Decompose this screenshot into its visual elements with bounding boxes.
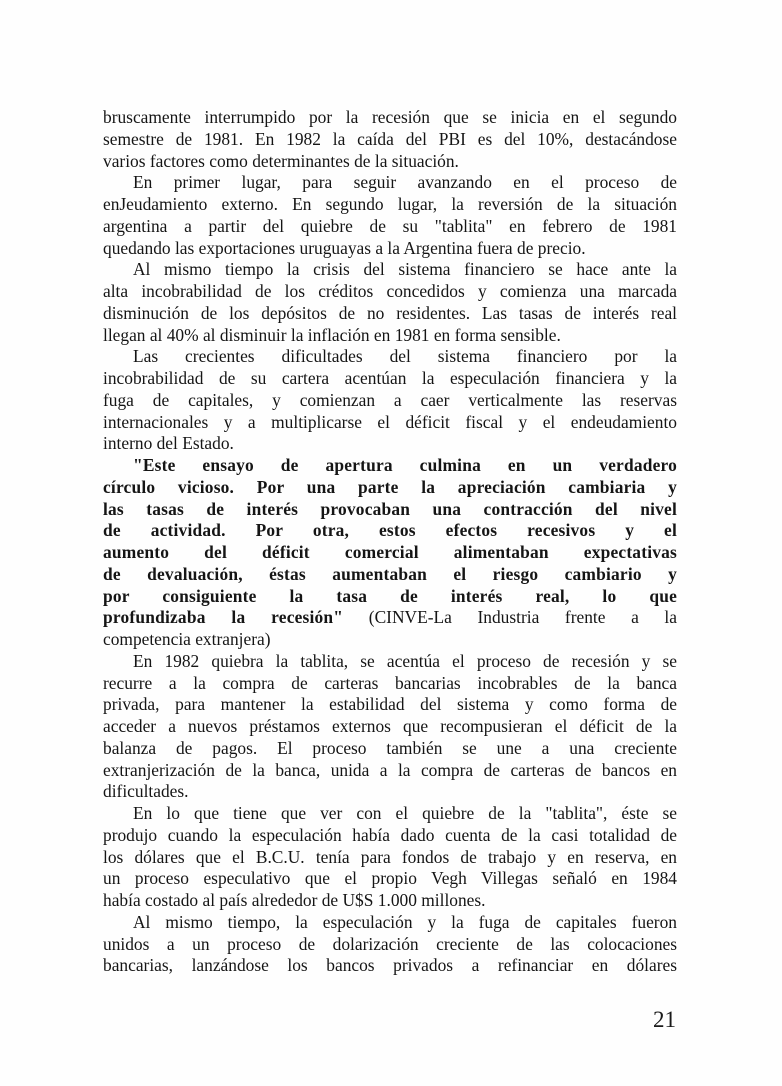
text-line [103, 303, 677, 325]
text-segment: incobrabilidad de su cartera acentúan la especulación financiera y la [103, 368, 677, 388]
text-line [103, 216, 677, 238]
bold-text-segment: círculo vicioso. Por una parte la apreciación cambiaria y [103, 476, 677, 497]
text-segment: privada, para mantener la estabilidad del sistema y como forma de [103, 694, 677, 715]
text-line [103, 955, 677, 977]
text-segment: varios factores como determinantes de la situación. [103, 150, 459, 171]
text-segment: quedando las exportaciones uruguayas a la Argentina fuera de precio. [103, 237, 586, 258]
text-line [103, 825, 677, 847]
text-segment: alta incobrabilidad de los créditos concedidos y comienza una marcada [103, 281, 677, 301]
bold-text-segment: "Este ensayo de apertura culmina en un verdadero [133, 455, 677, 475]
bold-text-segment: de devaluación, éstas aumentaban el riesgo cambiario y [103, 563, 677, 584]
text-line [103, 107, 677, 129]
text-line [103, 607, 677, 629]
paragraph [103, 259, 677, 346]
text-line [103, 281, 677, 303]
text-line [103, 738, 677, 760]
text-line [103, 564, 677, 586]
text-segment: disminución de los depósitos de no residentes. Las tasas de interés real [103, 302, 677, 323]
text-segment: llegan al 40% al disminuir la inflación en 1981 en forma sensible. [103, 324, 561, 345]
text-line [103, 172, 677, 194]
page-number: 21 [653, 1007, 676, 1032]
text-segment: fuga de capitales, y comienzan a caer verticalmente las reservas [103, 389, 677, 410]
text-segment: En 1982 quiebra la tablita, se acentúa el proceso de recesión y se [133, 650, 677, 671]
text-line [103, 455, 677, 477]
text-line [103, 259, 677, 281]
text-segment: había costado al país alrededor de U$S 1.000 millones. [103, 890, 486, 910]
text-segment: bancarias, lanzándose los bancos privados a refinanciar en dólares [103, 955, 677, 976]
text-line [103, 499, 677, 521]
text-segment: unidos a un proceso de dolarización creciente de las colocaciones [103, 933, 677, 954]
bold-text-segment: las tasas de interés provocaban una contracción del nivel [103, 498, 677, 519]
text-line [103, 346, 677, 368]
text-line [103, 651, 677, 673]
text-line [103, 238, 677, 260]
text-line [103, 629, 677, 651]
text-segment: internacionales y a multiplicarse el déficit fiscal y el endeudamiento [103, 411, 677, 432]
text-line [103, 412, 677, 434]
text-line [103, 803, 677, 825]
bold-text-segment: de actividad. Por otra, estos efectos recesivos y el [103, 520, 677, 541]
bold-text-segment: profundizaba la recesión" [103, 607, 344, 628]
text-segment: semestre de 1981. En 1982 la caída del PBI es del 10%, destacándose [103, 128, 677, 149]
text-line [103, 760, 677, 782]
text-segment: produjo cuando la especulación había dado cuenta de la casi totalidad de [103, 824, 677, 845]
text-segment: enJeudamiento externo. En segundo lugar, la reversión de la situación [103, 194, 677, 214]
bold-text-segment: por consiguiente la tasa de interés real, lo que [103, 585, 677, 606]
text-line [103, 151, 677, 173]
text-line [103, 194, 677, 216]
text-line [103, 890, 677, 912]
text-line [103, 847, 677, 869]
text-segment: dificultades. [103, 781, 189, 802]
text-segment: En lo que tiene que ver con el quiebre de la "tablita", éste se [133, 803, 677, 823]
text-line [103, 673, 677, 695]
text-segment: Al mismo tiempo, la especulación y la fuga de capitales fueron [133, 911, 677, 932]
text-segment: Al mismo tiempo la crisis del sistema financiero se hace ante la [133, 259, 677, 280]
bold-text-segment: aumento del déficit comercial alimentaban expectativas [103, 542, 677, 562]
text-segment: un proceso especulativo que el propio Vegh Villegas señaló en 1984 [103, 868, 677, 889]
paragraph [103, 107, 677, 172]
paragraph [103, 803, 677, 912]
text-line [103, 477, 677, 499]
paragraph [103, 455, 677, 651]
text-line [103, 586, 677, 608]
text-segment: extranjerización de la banca, unida a la compra de carteras de bancos en [103, 759, 677, 780]
text-line [103, 868, 677, 890]
text-line [103, 433, 677, 455]
text-line [103, 694, 677, 716]
paragraph [103, 346, 677, 455]
text-segment: recurre a la compra de carteras bancarias incobrables de la banca [103, 672, 677, 693]
text-segment: Las crecientes dificultades del sistema financiero por la [133, 346, 677, 367]
text-segment: (CINVE-La Industria frente a la [343, 607, 677, 628]
text-line [103, 716, 677, 738]
paragraph [103, 912, 677, 977]
text-segment: competencia extranjera) [103, 629, 271, 649]
text-line [103, 934, 677, 956]
text-line [103, 781, 677, 803]
text-segment: balanza de pagos. El proceso también se une a una creciente [103, 737, 677, 758]
text-line [103, 390, 677, 412]
text-line [103, 129, 677, 151]
text-line [103, 520, 677, 542]
text-line [103, 912, 677, 934]
text-line [103, 325, 677, 347]
text-line [103, 368, 677, 390]
text-block [103, 107, 677, 977]
text-line [103, 542, 677, 564]
text-segment: interno del Estado. [103, 433, 234, 454]
paragraph [103, 172, 677, 259]
paragraph [103, 651, 677, 803]
text-segment: argentina a partir del quiebre de su "tablita" en febrero de 1981 [103, 215, 677, 236]
text-segment: En primer lugar, para seguir avanzando en el proceso de [133, 172, 677, 193]
text-segment: los dólares que el B.C.U. tenía para fondos de trabajo y en reserva, en [103, 846, 677, 867]
text-segment: acceder a nuevos préstamos externos que recompusieran el déficit de la [103, 716, 677, 736]
text-segment: bruscamente interrumpido por la recesión que se inicia en el segundo [103, 107, 677, 127]
